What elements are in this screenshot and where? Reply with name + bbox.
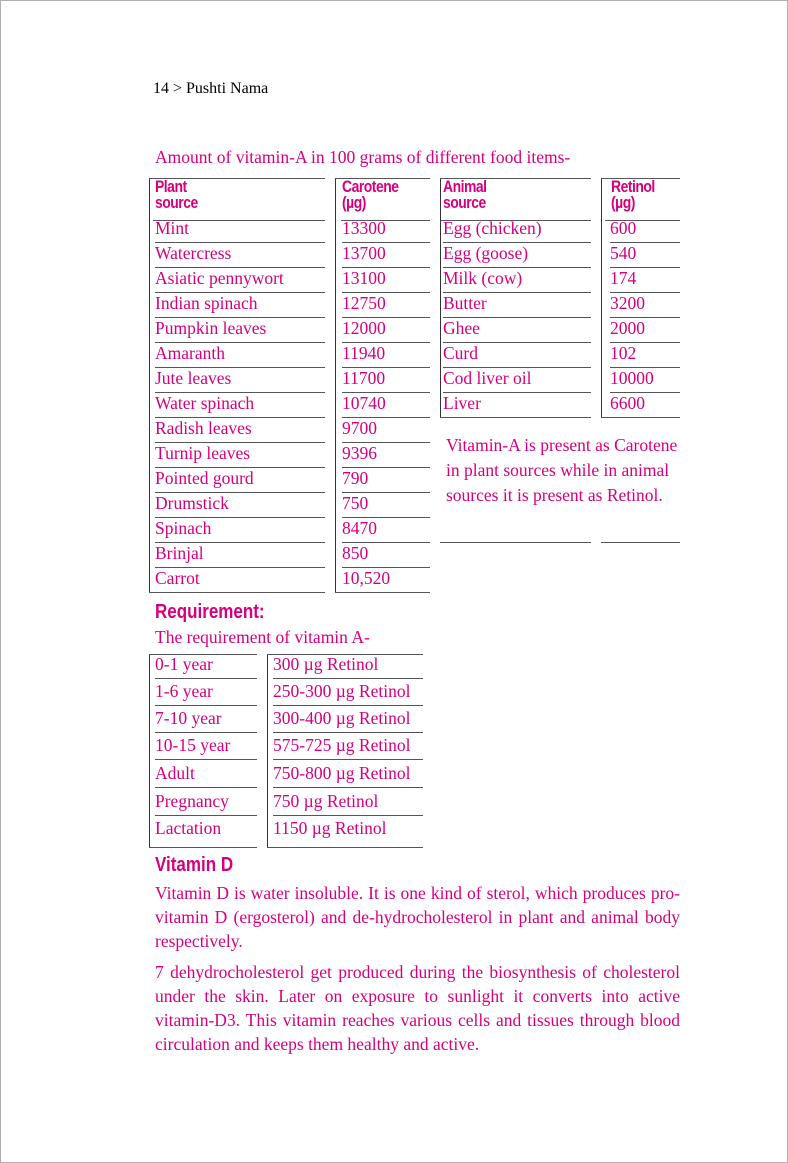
- carotene-header-line2: (µg): [342, 193, 366, 212]
- plant-name-cell: Brinjal: [155, 543, 204, 563]
- animal-source-header: [443, 179, 487, 211]
- table-rule: [267, 654, 268, 848]
- table-rule: [440, 178, 441, 418]
- retinol-value-cell: 102: [610, 343, 637, 363]
- table-rule: [601, 417, 680, 418]
- plant-name-cell: Drumstick: [155, 493, 229, 513]
- plant-name-cell: Amaranth: [155, 343, 225, 363]
- row-rule: [155, 815, 257, 816]
- carotene-value-cell: 8470: [342, 518, 377, 538]
- plant-name-cell: Watercress: [155, 243, 232, 263]
- plant-name-cell: Spinach: [155, 518, 212, 538]
- table-rule: [601, 178, 602, 418]
- table-rule: [335, 178, 336, 593]
- plant-name-cell: Pointed gourd: [155, 468, 254, 488]
- vitamin-d-paragraph-1: Vitamin D is water insoluble. It is one kind of sterol, which produces pro-vitamin D (ergosterol) and de-hydrocholesterol in plant and animal body respectively.: [155, 883, 680, 951]
- animal-name-cell: Milk (cow): [443, 268, 523, 288]
- plant-name-cell: Jute leaves: [155, 368, 232, 388]
- carotene-value-cell: 11940: [342, 343, 386, 363]
- vitamin-d-heading: Vitamin D: [155, 854, 234, 876]
- carotene-value-cell: 13300: [342, 218, 386, 238]
- age-group-cell: Pregnancy: [155, 791, 229, 811]
- carotene-header: [342, 179, 398, 211]
- age-group-cell: 10-15 year: [155, 735, 231, 755]
- table-rule: [149, 654, 150, 848]
- retinol-header-line2: (µg): [611, 193, 635, 212]
- retinol-value-cell: 3200: [610, 293, 645, 313]
- retinol-amount-cell: 250-300 µg Retinol: [273, 681, 411, 701]
- carotene-value-cell: 10,520: [342, 568, 391, 588]
- age-group-cell: 7-10 year: [155, 708, 222, 728]
- carotene-value-cell: 13100: [342, 268, 386, 288]
- requirement-heading: Requirement:: [155, 601, 265, 623]
- table-rule: [149, 178, 150, 593]
- row-rule: [155, 759, 257, 760]
- row-rule: [155, 678, 257, 679]
- animal-header-line1: Animal: [443, 177, 487, 196]
- animal-name-cell: Butter: [443, 293, 487, 313]
- retinol-amount-cell: 750 µg Retinol: [273, 791, 379, 811]
- running-head: 14 > Pushti Nama: [153, 80, 269, 97]
- plant-name-cell: Carrot: [155, 568, 200, 588]
- table-rule: [149, 178, 325, 179]
- row-rule: [155, 732, 257, 733]
- carotene-header-line1: Carotene: [342, 177, 399, 196]
- plant-name-cell: Pumpkin leaves: [155, 318, 267, 338]
- table-rule: [149, 592, 325, 593]
- animal-name-cell: Curd: [443, 343, 478, 363]
- plant-source-header: [155, 179, 198, 211]
- carotene-value-cell: 10740: [342, 393, 386, 413]
- table-rule: [440, 178, 591, 179]
- carotene-value-cell: 9396: [342, 443, 377, 463]
- retinol-amount-cell: 300-400 µg Retinol: [273, 708, 411, 728]
- carotene-value-cell: 12750: [342, 293, 386, 313]
- carotene-value-cell: 12000: [342, 318, 386, 338]
- retinol-header-line1: Retinol: [611, 177, 655, 196]
- table-rule: [601, 178, 680, 179]
- carotene-value-cell: 9700: [342, 418, 377, 438]
- age-group-cell: Lactation: [155, 818, 222, 838]
- requirement-intro: The requirement of vitamin A-: [155, 627, 370, 647]
- retinol-value-cell: 174: [610, 268, 637, 288]
- carotene-value-cell: 11700: [342, 368, 386, 388]
- table-rule: [440, 417, 591, 418]
- animal-name-cell: Liver: [443, 393, 481, 413]
- retinol-value-cell: 540: [610, 243, 637, 263]
- retinol-amount-cell: 300 µg Retinol: [273, 654, 379, 674]
- retinol-amount-cell: 575-725 µg Retinol: [273, 735, 411, 755]
- table-rule: [267, 847, 423, 848]
- table-rule: [335, 592, 430, 593]
- animal-name-cell: Cod liver oil: [443, 368, 532, 388]
- vitamin-a-note: Vitamin-A is present as Carotene in plant sources while in animal sources it is present as Retinol.: [446, 435, 678, 505]
- retinol-value-cell: 6600: [610, 393, 645, 413]
- age-group-cell: Adult: [155, 763, 195, 783]
- age-group-cell: 1-6 year: [155, 681, 213, 701]
- animal-name-cell: Egg (chicken): [443, 218, 542, 238]
- table-rule: [335, 178, 430, 179]
- plant-name-cell: Asiatic pennywort: [155, 268, 284, 288]
- carotene-value-cell: 790: [342, 468, 369, 488]
- table-caption: Amount of vitamin-A in 100 grams of different food items-: [155, 147, 571, 167]
- row-rule: [155, 705, 257, 706]
- carotene-value-cell: 13700: [342, 243, 386, 263]
- row-rule: [273, 759, 423, 760]
- retinol-amount-cell: 750-800 µg Retinol: [273, 763, 411, 783]
- animal-header-line2: source: [443, 193, 486, 212]
- carotene-value-cell: 750: [342, 493, 369, 513]
- retinol-value-cell: 10000: [610, 368, 654, 388]
- retinol-value-cell: 2000: [610, 318, 645, 338]
- retinol-header: [611, 179, 655, 211]
- row-rule: [273, 678, 423, 679]
- retinol-amount-cell: 1150 µg Retinol: [273, 818, 387, 838]
- plant-name-cell: Radish leaves: [155, 418, 252, 438]
- table-rule: [601, 542, 680, 543]
- vitamin-d-paragraph-2: 7 dehydrocholesterol get produced during the biosynthesis of cholesterol under the skin. Later on exposure to sunlight it converts into active vitamin-D3. This vitamin reaches various cells and tissues through blood circulation and keeps them healthy and active.: [155, 962, 680, 1054]
- row-rule: [273, 705, 423, 706]
- plant-name-cell: Water spinach: [155, 393, 255, 413]
- retinol-value-cell: 600: [610, 218, 637, 238]
- table-rule: [149, 847, 257, 848]
- plant-header-line2: source: [155, 193, 198, 212]
- plant-name-cell: Indian spinach: [155, 293, 258, 313]
- row-rule: [155, 787, 257, 788]
- plant-name-cell: Mint: [155, 218, 190, 238]
- row-rule: [273, 815, 423, 816]
- row-rule: [273, 732, 423, 733]
- age-group-cell: 0-1 year: [155, 654, 213, 674]
- carotene-value-cell: 850: [342, 543, 369, 563]
- table-rule: [440, 542, 591, 543]
- animal-name-cell: Ghee: [443, 318, 480, 338]
- plant-name-cell: Turnip leaves: [155, 443, 251, 463]
- row-rule: [273, 787, 423, 788]
- plant-header-line1: Plant: [155, 177, 187, 196]
- animal-name-cell: Egg (goose): [443, 243, 529, 263]
